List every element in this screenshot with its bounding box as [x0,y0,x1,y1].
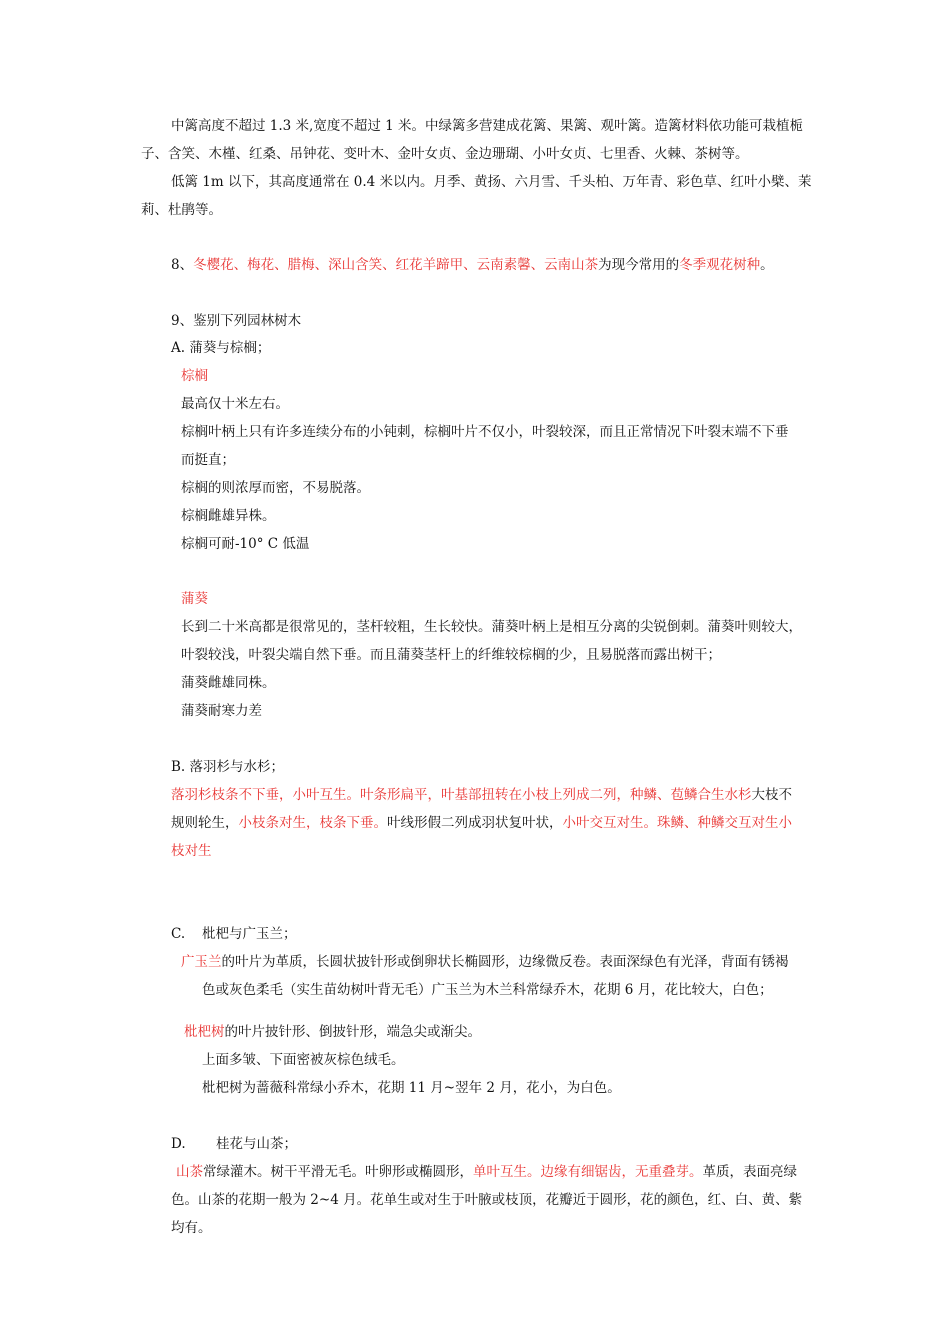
pipa-line-2: 上面多皱、下面密被灰棕色绒毛。 [202,1052,405,1068]
section-a-heading: A. 蒲葵与棕榈； [171,340,271,356]
section-b-line-1 [171,785,792,805]
shancha-text-a: 常绿灌木。树干平滑无毛。叶卵形或椭圆形， [203,1164,473,1180]
pukui-line-4: 蒲葵耐寒力差 [181,703,262,719]
zonglv-line-3: 而挺直； [181,452,235,468]
zonglv-line-6: 棕榈可耐-10° C 低温 [181,536,310,552]
guangyulan-line-2: 色或灰色柔毛（实生苗幼树叶背无毛）广玉兰为木兰科常绿乔木，花期 6 月，花比较大，白色； [202,982,773,998]
zonglv-line-5: 棕榈雌雄异株。 [181,508,276,524]
guangyulan-name: 广玉兰 [181,954,222,970]
low-hedge-line-1: 低篱 1m 以下，其高度通常在 0.4 米以内。月季、黄扬、六月雪、千头柏、万年青、彩色草、红叶小檗、茉 [171,174,812,190]
pukui-line-3: 蒲葵雌雄同株。 [181,675,276,691]
item-8-species: 冬樱花、梅花、腊梅、深山含笑、红花羊蹄甲、云南素馨、云南山茶 [193,257,599,273]
section-b-line-3: 枝对生 [171,843,212,859]
pipa-line-1 [184,1022,481,1042]
guangyulan-text-1: 的叶片为革质，长圆状披针形或倒卵状长椭圆形，边缘微反卷。表面深绿色有光泽，背面有锈褐 [221,954,789,970]
section-d-letter: D. [171,1136,186,1152]
mid-hedge-line-2: 子、含笑、木槿、红桑、吊钟花、变叶木、金叶女贞、金边珊瑚、小叶女贞、七里香、火棘、茶树等。 [141,146,749,162]
section-b-line-2-b: 小枝条对生，枝条下垂。 [238,815,387,831]
shancha-line-2: 色。山茶的花期一般为 2~4 月。花单生或对生于叶腋或枝顶，花瓣近于圆形，花的颜色，红、白、黄、紫 [171,1192,803,1208]
section-b-line-2-a: 规则轮生， [171,815,239,831]
shancha-line-1 [176,1162,797,1182]
section-d-heading: 桂花与山茶； [216,1136,297,1152]
section-c-heading: 枇杷与广玉兰； [202,926,297,942]
item-8-end: 。 [760,257,774,273]
section-b-heading: B. 落羽杉与水杉； [171,759,285,775]
section-c-letter: C. [171,926,186,942]
pipa-text-1: 的叶片披针形、倒披针形，端急尖或渐尖。 [224,1024,481,1040]
shancha-text-c: 革质，表面亮绿 [702,1164,797,1180]
pipa-name: 枇杷树 [184,1024,225,1040]
pukui-line-2: 叶裂较浅，叶裂尖端自然下垂。而且蒲葵茎杆上的纤维较棕榈的少，且易脱落而露出树干； [181,647,721,663]
zonglv-heading: 棕榈 [181,368,208,384]
item-9-title: 9、鉴别下列园林树木 [171,313,302,329]
zonglv-line-2: 棕榈叶柄上只有许多连续分布的小钝刺，棕榈叶片不仅小，叶裂较深，而且正常情况下叶裂末端不下垂 [181,424,789,440]
section-b-line-1-black: 大枝不 [751,787,792,803]
zonglv-line-4: 棕榈的则浓厚而密，不易脱落。 [181,480,370,496]
pukui-heading: 蒲葵 [181,591,208,607]
section-b-line-1-red: 落羽杉枝条不下垂，小叶互生。叶条形扁平，叶基部扭转在小枝上列成二列，种鳞、苞鳞合生水杉 [171,787,752,803]
shancha-line-3: 均有。 [171,1220,212,1236]
low-hedge-line-2: 莉、杜鹃等。 [141,202,222,218]
pukui-line-1: 长到二十米高都是很常见的，茎杆较粗，生长较快。蒲葵叶柄上是相互分离的尖锐倒刺。蒲葵叶则较大， [181,619,802,635]
item-8 [171,255,774,275]
shancha-text-b: 单叶互生。边缘有细锯齿，无重叠芽。 [473,1164,703,1180]
mid-hedge-line-1: 中篱高度不超过 1.3 米,宽度不超过 1 米。中绿篱多营建成花篱、果篱、观叶篱。造篱材料依功能可栽植栀 [171,118,804,134]
item-8-mid: 为现今常用的 [598,257,680,273]
shancha-name: 山茶 [176,1164,203,1180]
pipa-line-3: 枇杷树为蔷薇科常绿小乔木，花期 11 月~翌年 2 月，花小，为白色。 [202,1080,621,1096]
section-b-line-2 [171,813,792,833]
guangyulan-line-1 [181,952,789,972]
item-8-category: 冬季观花树种 [679,257,761,273]
zonglv-line-1: 最高仅十米左右。 [181,396,289,412]
section-b-line-2-d: 小叶交互对生。珠鳞、种鳞交互对生小 [562,815,792,831]
item-8-number: 8、 [171,257,194,273]
section-b-line-2-c: 叶线形假二列成羽状复叶状， [387,815,563,831]
